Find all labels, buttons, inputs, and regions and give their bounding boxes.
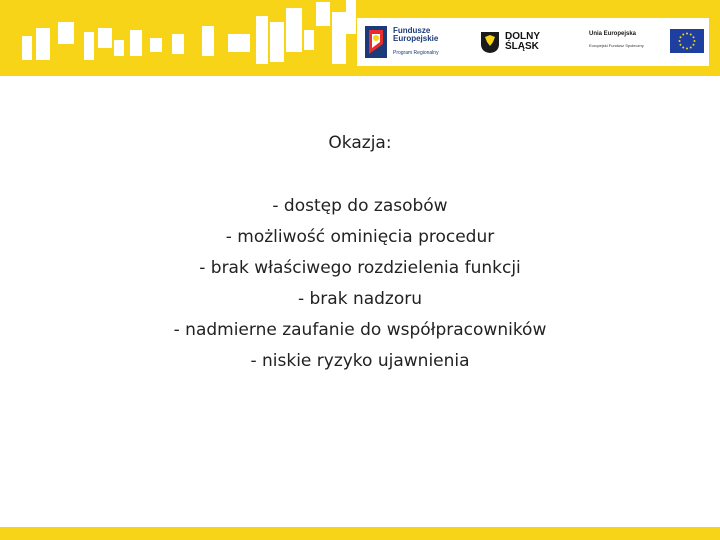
eu-subtitle: Europejski Fundusz Społeczny (589, 43, 644, 48)
dolny-slask-title (505, 32, 540, 52)
decor-shape (228, 34, 250, 52)
header-band (0, 0, 720, 76)
fundusze-title (393, 27, 438, 43)
eu-logo (589, 26, 705, 58)
decor-shape (256, 16, 268, 64)
decor-shape (114, 40, 124, 56)
decor-shape (286, 8, 302, 52)
slide-content (0, 128, 720, 377)
fundusze-europejskie-logo (363, 24, 463, 60)
list-item: - nadmierne zaufanie do współpracowników (173, 320, 547, 340)
fundusze-line1: Fundusze (393, 26, 431, 35)
list-item: - dostęp do zasobów (272, 196, 448, 216)
eu-flag-icon (670, 29, 704, 53)
decor-shape (22, 36, 32, 60)
dolny-slask-line2: ŚLĄSK (505, 41, 539, 52)
decor-shape (346, 0, 356, 34)
footer-band (0, 527, 720, 540)
decor-shape (316, 2, 330, 26)
decor-shape (332, 12, 346, 64)
eu-title: Unia Europejska (589, 31, 637, 37)
decor-shape (130, 30, 142, 56)
list-item: - brak właściwego rozdzielenia funkcji (199, 258, 521, 278)
fundusze-star-icon (363, 24, 389, 60)
decor-shape (270, 22, 284, 62)
fundusze-subtitle: Program Regionalny (393, 50, 439, 56)
decor-shape (202, 26, 214, 56)
list-item: - możliwość ominięcia procedur (225, 227, 495, 247)
logo-strip (357, 18, 709, 66)
dolny-slask-line1: DOLNY (505, 31, 540, 42)
decor-shape (58, 22, 74, 44)
eagle-crest-icon (479, 30, 501, 54)
slide-title: Okazja: (328, 133, 392, 153)
decor-shape (172, 34, 184, 54)
list-item: - brak nadzoru (297, 289, 423, 309)
decor-shape (36, 28, 50, 60)
decor-shape (304, 30, 314, 50)
decor-shape (150, 38, 162, 52)
decor-shape (84, 32, 94, 60)
decor-shape (98, 28, 112, 48)
dolny-slask-logo (479, 28, 559, 58)
item-list (0, 191, 720, 377)
fundusze-line2: Europejskie (393, 34, 439, 43)
list-item: - niskie ryzyko ujawnienia (250, 351, 470, 371)
